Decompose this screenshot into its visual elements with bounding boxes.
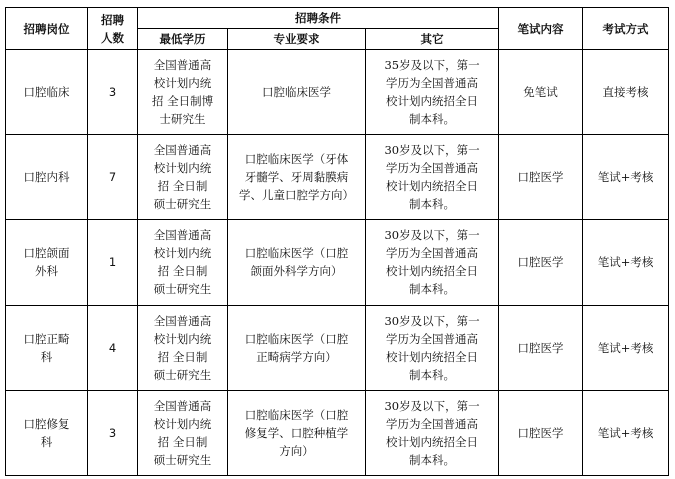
exam-method-cell: 笔试+考核: [583, 220, 669, 305]
post-cell: 口腔临床: [6, 50, 88, 135]
degree-cell: 全国普通高 校计划内统 招 全日制 硕士研究生: [138, 220, 228, 305]
post-cell: 口腔颌面 外科: [6, 220, 88, 305]
header-row-top: [6, 8, 669, 29]
header-exam-method: 考试方式: [583, 8, 669, 50]
exam-content-cell: 口腔医学: [499, 135, 583, 220]
exam-content-cell: 口腔医学: [499, 220, 583, 305]
exam-content-cell: 口腔医学: [499, 305, 583, 390]
major-cell: 口腔临床医学（口腔 修复学、口腔种植学 方向）: [228, 390, 366, 475]
major-cell: 口腔临床医学（口腔 正畸病学方向）: [228, 305, 366, 390]
degree-cell: 全国普通高 校计划内统 招 全日制 硕士研究生: [138, 135, 228, 220]
count-cell: 3: [88, 50, 138, 135]
header-degree: 最低学历: [138, 29, 228, 50]
exam-method-cell: 笔试+考核: [583, 305, 669, 390]
post-cell: 口腔修复 科: [6, 390, 88, 475]
major-cell: 口腔临床医学: [228, 50, 366, 135]
degree-cell: 全国普通高 校计划内统 招 全日制博 士研究生: [138, 50, 228, 135]
recruitment-table: [5, 7, 669, 476]
header-other: 其它: [366, 29, 499, 50]
exam-method-cell: 直接考核: [583, 50, 669, 135]
header-post: 招聘岗位: [6, 8, 88, 50]
exam-content-cell: 口腔医学: [499, 390, 583, 475]
header-major: 专业要求: [228, 29, 366, 50]
table-row: [6, 50, 669, 135]
table-row: [6, 305, 669, 390]
other-cell: 35岁及以下，第一 学历为全国普通高 校计划内统招全日 制本科。: [366, 50, 499, 135]
table-row: [6, 135, 669, 220]
count-cell: 1: [88, 220, 138, 305]
degree-cell: 全国普通高 校计划内统 招 全日制 硕士研究生: [138, 390, 228, 475]
count-cell: 3: [88, 390, 138, 475]
post-cell: 口腔正畸 科: [6, 305, 88, 390]
major-cell: 口腔临床医学（口腔 颌面外科学方向）: [228, 220, 366, 305]
header-conditions: 招聘条件: [138, 8, 499, 29]
header-exam-content: 笔试内容: [499, 8, 583, 50]
exam-method-cell: 笔试+考核: [583, 135, 669, 220]
degree-cell: 全国普通高 校计划内统 招 全日制 硕士研究生: [138, 305, 228, 390]
table-row: [6, 220, 669, 305]
other-cell: 30岁及以下，第一 学历为全国普通高 校计划内统招全日 制本科。: [366, 135, 499, 220]
major-cell: 口腔临床医学（牙体 牙髓学、牙周黏膜病 学、儿童口腔学方向）: [228, 135, 366, 220]
count-cell: 4: [88, 305, 138, 390]
header-count: 招聘 人数: [88, 8, 138, 50]
other-cell: 30岁及以下，第一 学历为全国普通高 校计划内统招全日 制本科。: [366, 220, 499, 305]
other-cell: 30岁及以下，第一 学历为全国普通高 校计划内统招全日 制本科。: [366, 305, 499, 390]
exam-content-cell: 免笔试: [499, 50, 583, 135]
post-cell: 口腔内科: [6, 135, 88, 220]
table-row: [6, 390, 669, 475]
count-cell: 7: [88, 135, 138, 220]
other-cell: 30岁及以下，第一 学历为全国普通高 校计划内统招全日 制本科。: [366, 390, 499, 475]
exam-method-cell: 笔试+考核: [583, 390, 669, 475]
